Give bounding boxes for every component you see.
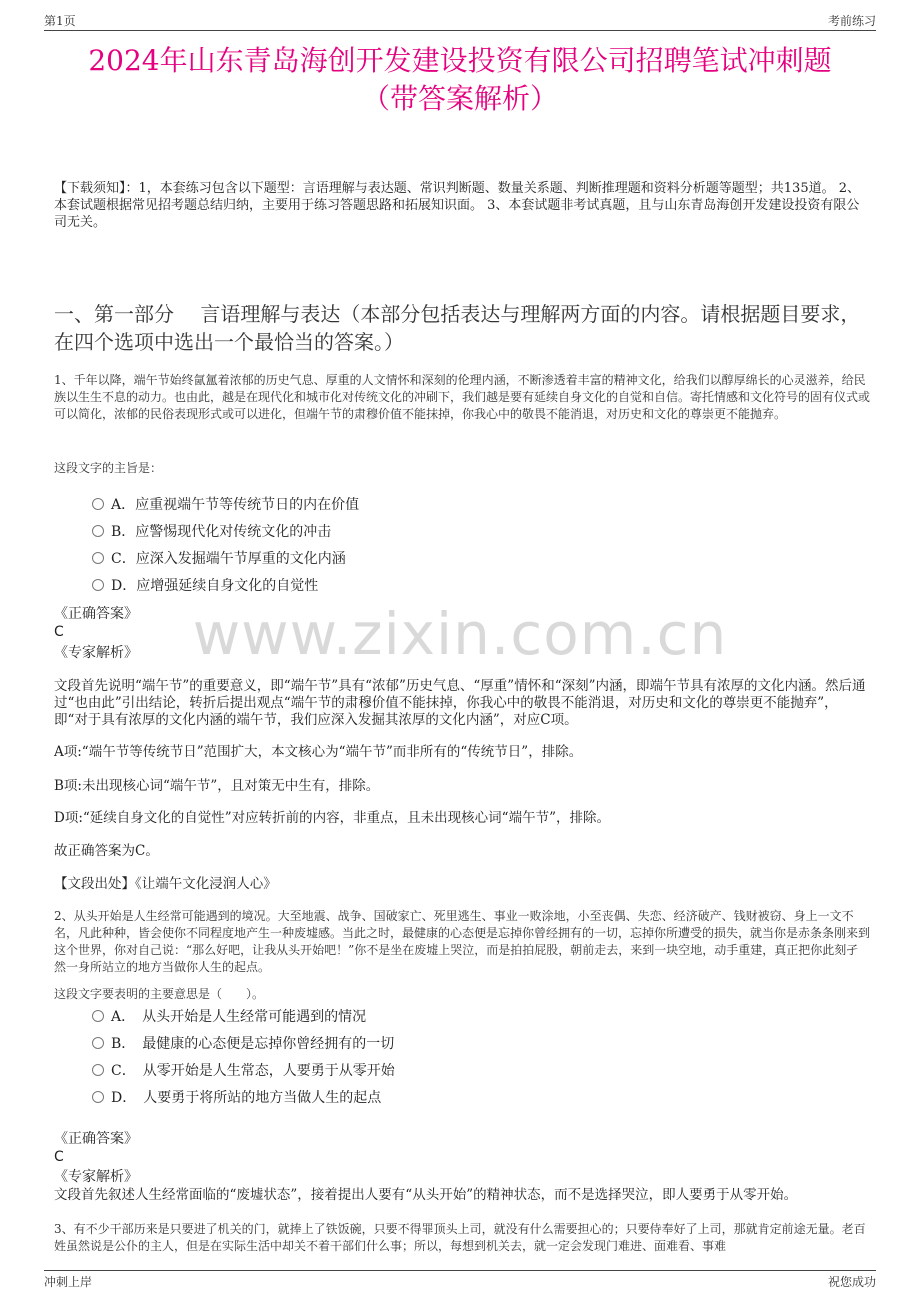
page-footer <box>44 1270 876 1291</box>
question-2-option-b[interactable]: B． 最健康的心态便是忘掉你曾经拥有的一切 <box>92 1035 394 1053</box>
title-line-2: （带答案解析） <box>361 82 558 115</box>
document-title <box>0 42 920 118</box>
question-3-stem: 3、有不少干部历来是只要进了机关的门，就捧上了铁饭碗，只要不得罪顶头上司，就没有什么需要担心的；只要侍奉好了上司，那就肯定前途无量。老百姓虽然说是公仆的主人，但是在实际生活中却关不着干部们什么事；所以，每想到机关去，就一定会发现门难进、面难看、事难 <box>54 1222 866 1253</box>
question-1-note-d: D项:“延续自身文化的自觉性”对应转折前的内容，非重点，且未出现核心词“端午节”，排除。 <box>54 810 610 826</box>
question-2-analysis-label: 《专家解析》 <box>54 1169 138 1185</box>
question-2-stem: 2、从头开始是人生经常可能遇到的境况。大至地震、战争、国破家亡、死里逃生、事业一败涂地，小至丧偶、失恋、经济破产、钱财被窃、身上一文不名，凡此种种，皆会使你不同程度地产生一种废墟感。当此之时，最健康的心态便是忘掉你曾经拥有的一切，忘掉你所遭受的损失，就当你是赤条条刚来到这个世界，你对自己说：“那么好吧，让我从头开始吧！”你不是坐在废墟上哭泣，而是拍拍屁股，朝前走去，来到一块空地，动手重建，真正把你此刻孑然一身所站立的地方当做你人生的起点。 <box>54 909 871 974</box>
question-1-option-a[interactable]: A．应重视端午节等传统节日的内在价值 <box>92 496 359 514</box>
question-1-analysis: 文段首先说明“端午节”的重要意义，即“端午节”具有“浓郁”历史气息、“厚重”情怀和“深刻”内涵，即端午节具有浓厚的文化内涵。然后通过“也由此”引出结论，转折后提出观点“端午节的肃穆价值不能抹掉，你我心中的敬畏不能消退，对历史和文化的尊崇更不能抛弃”，即“对于具有浓厚的文化内涵的端午节，我们应深入发掘其浓厚的文化内涵”，对应C项。 <box>54 678 866 728</box>
footer-right: 祝您成功 <box>827 1275 876 1289</box>
question-1-note-b: B项:未出现核心词“端午节”，且对策无中生有，排除。 <box>54 778 380 794</box>
question-2-answer-label: 《正确答案》 <box>54 1131 138 1147</box>
question-1-note-a: A项:“端午节等传统节日”范围扩大，本文核心为“端午节”而非所有的“传统节日”，排除。 <box>54 744 583 760</box>
footer-left: 冲刺上岸 <box>44 1275 93 1289</box>
radio-icon[interactable] <box>92 498 104 510</box>
question-1-option-d[interactable]: D．应增强延续自身文化的自觉性 <box>92 577 318 595</box>
section-heading: 一、第一部分 言语理解与表达（本部分包括表达与理解两方面的内容。请根据题目要求，在四个选项中选出一个最恰当的答案。） <box>54 302 861 354</box>
radio-icon[interactable] <box>92 1064 104 1076</box>
question-1-option-b[interactable]: B．应警惕现代化对传统文化的冲击 <box>92 523 331 541</box>
header-tag: 考前练习 <box>827 14 876 28</box>
watermark: www.zixin.com.cn <box>192 600 728 668</box>
question-2-option-a[interactable]: A． 从头开始是人生经常可能遇到的情况 <box>92 1008 366 1026</box>
question-1-option-c[interactable]: C．应深入发掘端午节厚重的文化内涵 <box>92 550 346 568</box>
radio-icon[interactable] <box>92 525 104 537</box>
question-1-conclusion: 故正确答案为C。 <box>54 843 159 859</box>
radio-icon[interactable] <box>92 579 104 591</box>
question-2-option-c[interactable]: C． 从零开始是人生常态，人要勇于从零开始 <box>92 1062 395 1080</box>
question-1-source: 【文段出处】《让端午文化浸润人心》 <box>54 876 277 892</box>
radio-icon[interactable] <box>92 1091 104 1103</box>
download-notice: 【下载须知】：1，本套练习包含以下题型：言语理解与表达题、常识判断题、数量关系题、判断推理题和资料分析题等题型；共135道。 2、本套试题根据常见招考题总结归纳，主要用于练习答题思路和拓展知识面。 3、本套试题非考试真题，且与山东青岛海创开发建设投资有限公司无关。 <box>54 181 860 230</box>
question-2-answer: C <box>54 1149 64 1165</box>
question-1-answer: C <box>54 624 64 640</box>
title-line-1: 2024年山东青岛海创开发建设投资有限公司招聘笔试冲刺题 <box>88 44 832 77</box>
question-2-option-d[interactable]: D． 人要勇于将所站的地方当做人生的起点 <box>92 1089 381 1107</box>
question-1-stem: 1、千年以降，端午节始终氤氲着浓郁的历史气息、厚重的人文情怀和深刻的伦理内涵，不断渗透着丰富的精神文化，给我们以醇厚绵长的心灵滋养，给民族以生生不息的动力。也由此，越是在现代化和城市化对传统文化的冲刷下，我们越是要有延续自身文化的自觉和自信。寄托情感和文化符号的固有仪式或可以简化，浓郁的民俗表现形式或可以进化，但端午节的肃穆价值不能抹掉，你我心中的敬畏不能消退，对历史和文化的尊崇更不能抛弃。 <box>54 373 871 421</box>
question-1-answer-label: 《正确答案》 <box>54 606 138 622</box>
question-1-prompt: 这段文字的主旨是： <box>54 461 163 475</box>
radio-icon[interactable] <box>92 1037 104 1049</box>
question-2-prompt: 这段文字要表明的主要意思是（ ）。 <box>54 987 265 1001</box>
page-number: 第1页 <box>44 14 76 28</box>
radio-icon[interactable] <box>92 1010 104 1022</box>
page-header <box>44 12 876 31</box>
question-1-analysis-label: 《专家解析》 <box>54 645 138 661</box>
question-2-analysis: 文段首先叙述人生经常面临的“废墟状态”，接着提出人要有“从头开始”的精神状态，而不是选择哭泣，即人要勇于从零开始。 <box>54 1187 798 1203</box>
radio-icon[interactable] <box>92 552 104 564</box>
